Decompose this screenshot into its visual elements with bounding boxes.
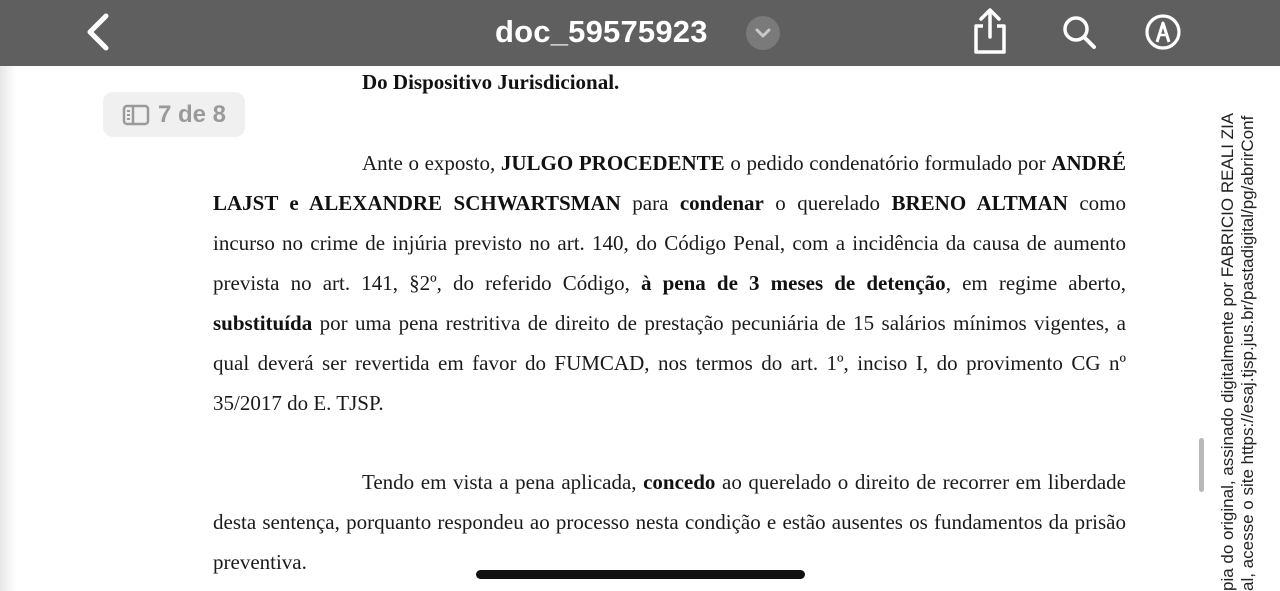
chevron-left-icon — [84, 12, 112, 52]
section-heading: Do Dispositivo Jurisdicional. — [362, 70, 620, 94]
share-icon — [970, 7, 1010, 55]
text-run: como incurso no crime de injúria previsto no art. 140, do Código Penal, com a incidência da causa de aumento prevista no art. 141, §2º, do referido Código, — [213, 191, 1126, 295]
bold-text: concedo — [643, 470, 716, 494]
search-icon — [1060, 13, 1098, 51]
bold-text: substituída — [213, 311, 313, 335]
sidebar-icon — [122, 104, 150, 126]
text-run: o querelado — [763, 191, 892, 215]
title-menu-button[interactable] — [746, 16, 780, 50]
page-indicator-label: 7 de 8 — [157, 100, 227, 128]
bold-text: JULGO PROCEDENTE — [500, 151, 725, 175]
bold-text: condenar — [679, 191, 764, 215]
page-indicator[interactable] — [103, 92, 245, 137]
home-indicator — [476, 570, 805, 579]
bold-text: ANDRÉ LAJST e ALEXANDRE SCHWARTSMAN — [213, 151, 1126, 215]
digital-signature-stamp — [1208, 66, 1268, 591]
toolbar — [0, 0, 1280, 66]
text-run: , em regime aberto, — [945, 271, 1126, 295]
text-run: Ante o exposto, — [362, 151, 501, 175]
stamp-line-1: pia do original, assinado digitalmente por FABRICIO REALI ZIA — [1218, 112, 1237, 591]
stamp-line-2: al, acesse o site https://esaj.tjsp.jus.br/pastadigital/pg/abrirConf — [1238, 115, 1257, 591]
document-title[interactable]: doc_59575923 — [495, 14, 708, 49]
bold-text: BRENO ALTMAN — [891, 191, 1068, 215]
bold-text: à pena de 3 meses de detenção — [640, 271, 946, 295]
paragraph-1 — [213, 143, 1126, 423]
chevron-down-icon — [754, 27, 772, 39]
markup-button[interactable] — [1142, 11, 1184, 53]
text-run: o pedido condenatório formulado por — [724, 151, 1052, 175]
text-run: ao querelado o direito de recorrer em liberdade desta sentença, porquanto respondeu ao processo nesta condição e estão ausentes os fundamentos da prisão preventiva. — [213, 470, 1126, 574]
search-button[interactable] — [1058, 11, 1100, 53]
text-run: por uma pena restritiva de direito de prestação pecuniária de 15 salários mínimos vigentes, a qual deverá ser revertida em favor do FUMCAD, nos termos do art. 1º, inciso I, do provimento CG nº 35/2017 do E. TJSP. — [213, 311, 1126, 415]
text-run: para — [620, 191, 680, 215]
share-button[interactable] — [968, 6, 1012, 56]
text-run: Tendo em vista a pena aplicada, — [362, 470, 644, 494]
page-edge — [0, 66, 16, 591]
markup-icon — [1144, 13, 1182, 51]
back-button[interactable] — [78, 10, 118, 54]
scrollbar[interactable] — [1199, 438, 1204, 492]
paragraph-2 — [213, 462, 1126, 582]
